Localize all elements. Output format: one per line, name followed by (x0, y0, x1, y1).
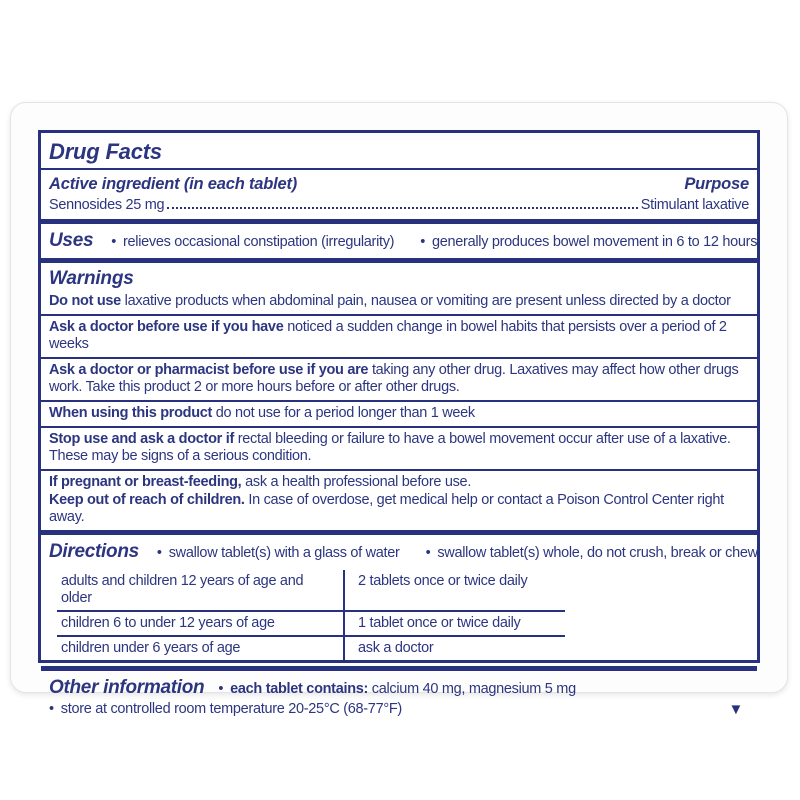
tablet-contains-lead: each tablet contains: (230, 681, 369, 697)
ingredient-name: Sennosides 25 mg (49, 197, 165, 213)
directions-item: • swallow tablet(s) with a glass of water (157, 545, 400, 562)
dosage-amount: 2 tablets once or twice daily (343, 570, 565, 610)
warning-lead: Ask a doctor before use if you have (49, 319, 284, 335)
drug-facts-box (38, 130, 760, 718)
uses-section (41, 224, 757, 258)
uses-heading: Uses (49, 230, 94, 251)
warning-paragraph (41, 402, 757, 426)
dosage-group: children under 6 years of age (61, 640, 241, 656)
warning-lead: When using this product (49, 405, 213, 421)
warning-text: In case of overdose, get medical help or contact a Poison Control Center right away. (49, 492, 724, 525)
warnings-heading: Warnings (49, 268, 134, 289)
other-information-heading: Other information (49, 677, 205, 698)
warning-lead: Keep out of reach of children. (49, 492, 245, 508)
warning-paragraph (41, 471, 757, 491)
table-row (57, 612, 565, 637)
directions-heading: Directions (49, 541, 139, 562)
storage-item: • store at controlled room temperature 20-25°C (68-77°F) (49, 701, 402, 718)
warning-text: taking any other drug. Laxatives may affect how other drugs work. Take this product 2 or more hours before or after other drugs. (49, 362, 739, 395)
dosage-amount: ask a doctor (343, 637, 565, 660)
dosage-group: children 6 to under 12 years of age (61, 615, 275, 631)
dosage-table (57, 570, 565, 660)
warning-lead: If pregnant or breast-feeding, (49, 474, 242, 490)
table-row (57, 637, 565, 660)
tablet-contains-text: calcium 40 mg, magnesium 5 mg (371, 681, 576, 697)
uses-item: • relieves occasional constipation (irregularity) (111, 234, 394, 251)
dotted-leader (167, 207, 637, 209)
warning-lead: Stop use and ask a doctor if (49, 431, 234, 447)
warning-paragraph (41, 428, 757, 469)
triangle-down-icon: ▼ (728, 701, 743, 718)
drug-facts-title: Drug Facts (49, 139, 162, 164)
warning-text: ask a health professional before use. (245, 474, 472, 490)
product-label-card (10, 102, 788, 718)
warning-paragraph (41, 491, 757, 530)
warning-paragraph (41, 290, 757, 314)
other-information-section (41, 671, 757, 699)
warning-paragraph (41, 316, 757, 357)
ingredient-purpose: Stimulant laxative (640, 197, 749, 213)
storage-row (41, 699, 757, 724)
warning-text: laxative products when abdominal pain, nausea or vomiting are present unless directed by a doctor (124, 293, 731, 309)
warning-text: noticed a sudden change in bowel habits that persists over a period of 2 weeks (49, 319, 727, 352)
other-information-item (218, 681, 576, 698)
active-ingredient-heading: Active ingredient (in each tablet) (49, 175, 298, 193)
ingredient-row (41, 195, 757, 219)
uses-item: • generally produces bowel movement in 6 to 12 hours (420, 234, 757, 251)
dosage-amount: 1 tablet once or twice daily (343, 612, 565, 635)
warning-text: rectal bleeding or failure to have a bowel movement occur after use of a laxative. These may be signs of a serious condition. (49, 431, 731, 464)
directions-item: • swallow tablet(s) whole, do not crush, break or chew (426, 545, 758, 562)
warning-text: do not use for a period longer than 1 week (215, 405, 475, 421)
dosage-group: adults and children 12 years of age and older (61, 573, 304, 606)
warning-lead: Ask a doctor or pharmacist before use if you are (49, 362, 369, 378)
directions-section (41, 535, 757, 569)
warning-lead: Do not use (49, 293, 121, 309)
active-ingredient-header-row (41, 170, 757, 195)
purpose-heading: Purpose (684, 175, 749, 193)
warning-paragraph (41, 359, 757, 400)
table-row (57, 570, 565, 612)
